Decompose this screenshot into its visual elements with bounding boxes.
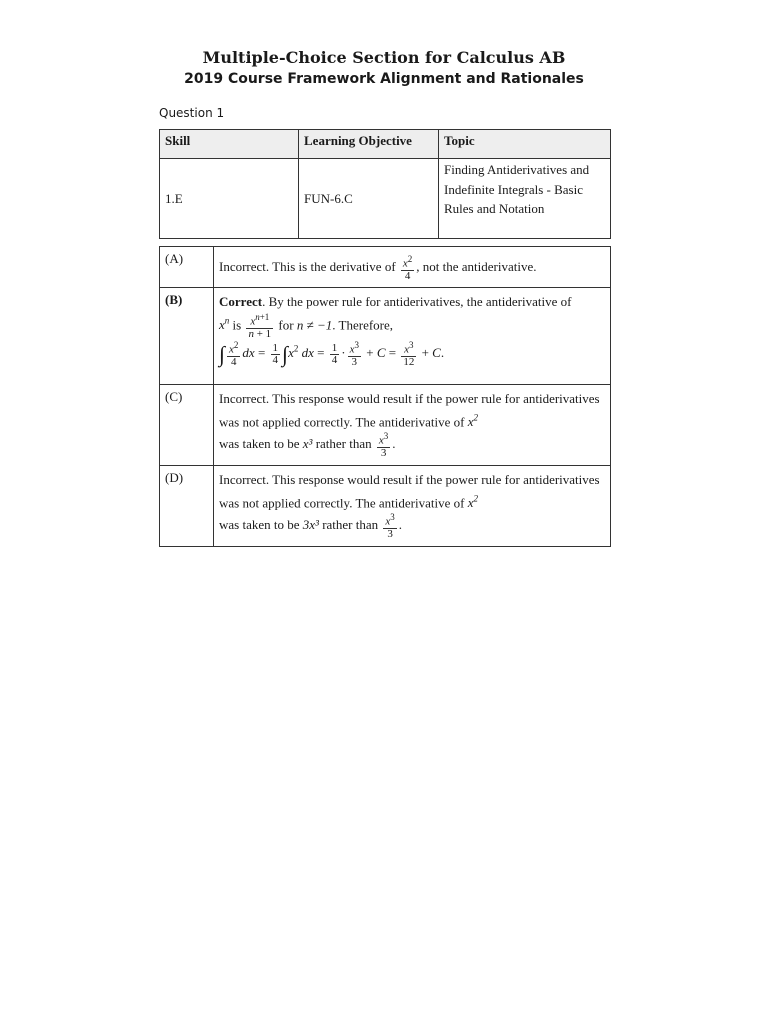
rationale-text: Incorrect. This response would result if the power rule for antiderivatives was not applied correctly. The antiderivative of bbox=[219, 472, 600, 510]
answer-letter: (D) bbox=[160, 466, 214, 547]
math-expression: x³ bbox=[302, 436, 313, 452]
answer-row-d bbox=[160, 466, 611, 547]
correct-label: Correct bbox=[219, 294, 263, 309]
answer-rationale: Incorrect. This response would result if the power rule for antiderivatives was not applied correctly. The antiderivative of $x^2$ was taken to be x³ rather than $\frac{x^3}{3}$ . bbox=[214, 385, 611, 466]
rationale-text: rather than bbox=[322, 517, 379, 533]
math-expression: 3x³ bbox=[302, 517, 319, 533]
page-title: Multiple-Choice Section for Calculus AB bbox=[202, 48, 566, 67]
rationale-text: , not the antiderivative. bbox=[416, 258, 537, 274]
answer-letter: (C) bbox=[160, 385, 214, 466]
rationale-text: for bbox=[278, 316, 294, 332]
rationale-text: Incorrect. This is the derivative of bbox=[219, 258, 396, 274]
answer-rationale: Incorrect. This response would result if the power rule for antiderivatives was not applied correctly. The antiderivative of $x^2$ was taken to be 3x³ rather than $\frac{x^3}{3}$ . bbox=[214, 466, 611, 547]
learning-objective-value: FUN-6.C bbox=[299, 159, 439, 239]
answer-row-c bbox=[160, 385, 611, 466]
answer-rationale: Correct. By the power rule for antiderivatives, the antiderivative of $x^n$ is $\frac{x^{n+1}}{n + 1}$ for n ≠ −1. Therefore, ∫ $\frac{x^2}{4}$ dx = $\frac{1}{4}$ $\int x^2$ dx = $\frac{1}{4}$ · $\frac{x^3}{3}$ + C = $\frac{x^3}{12}$ + C. bbox=[214, 288, 611, 385]
topic-value: Finding Antiderivatives and Indefinite Integrals - Basic Rules and Notation bbox=[439, 159, 611, 239]
rationale-text: . By the power rule for antiderivatives, the antiderivative of bbox=[262, 294, 572, 309]
skill-value: 1.E bbox=[160, 159, 299, 239]
page-subtitle: 2019 Course Framework Alignment and Rationales bbox=[184, 71, 584, 87]
answer-rationale bbox=[214, 247, 611, 288]
rationale-text: rather than bbox=[315, 436, 372, 452]
learning-objective-header: Learning Objective bbox=[299, 130, 439, 159]
answer-row-b bbox=[160, 288, 611, 385]
answer-letter: (B) bbox=[160, 288, 214, 385]
answer-letter: (A) bbox=[160, 247, 214, 288]
math-fraction: $\frac{x^3}{3}$ bbox=[385, 512, 395, 540]
rationale-text: was taken to be bbox=[219, 436, 300, 452]
question-label: Question 1 bbox=[159, 106, 225, 120]
rationale-text: Incorrect. This response would result if the power rule for antiderivatives was not applied correctly. The antiderivative of bbox=[219, 391, 600, 429]
math-condition: n ≠ −1 bbox=[296, 316, 333, 332]
math-fraction: $\frac{x^{n+1}}{n + 1}$ bbox=[248, 312, 272, 340]
math-fraction: $\frac{x^3}{3}$ bbox=[378, 431, 389, 459]
topic-header: Topic bbox=[439, 130, 611, 159]
alignment-table bbox=[159, 129, 611, 239]
math-fraction: $\frac{x^2}{4}$ bbox=[402, 254, 413, 282]
rationale-text: is bbox=[232, 316, 242, 332]
rationale-text: was taken to be bbox=[219, 517, 300, 533]
math-equation: ∫ $\frac{x^2}{4}$ dx = $\frac{1}{4}$ $\int x^2$ dx = $\frac{1}{4}$ · $\frac{x^3}{3}$ + C = $\frac{x^3}{12}$ + C. bbox=[219, 340, 445, 368]
alignment-header-row bbox=[160, 130, 611, 159]
answer-row-a bbox=[160, 247, 611, 288]
answer-rationale-table bbox=[159, 246, 611, 547]
rationale-text: . Therefore, bbox=[332, 316, 394, 332]
alignment-value-row bbox=[160, 159, 611, 239]
skill-header: Skill bbox=[160, 130, 299, 159]
